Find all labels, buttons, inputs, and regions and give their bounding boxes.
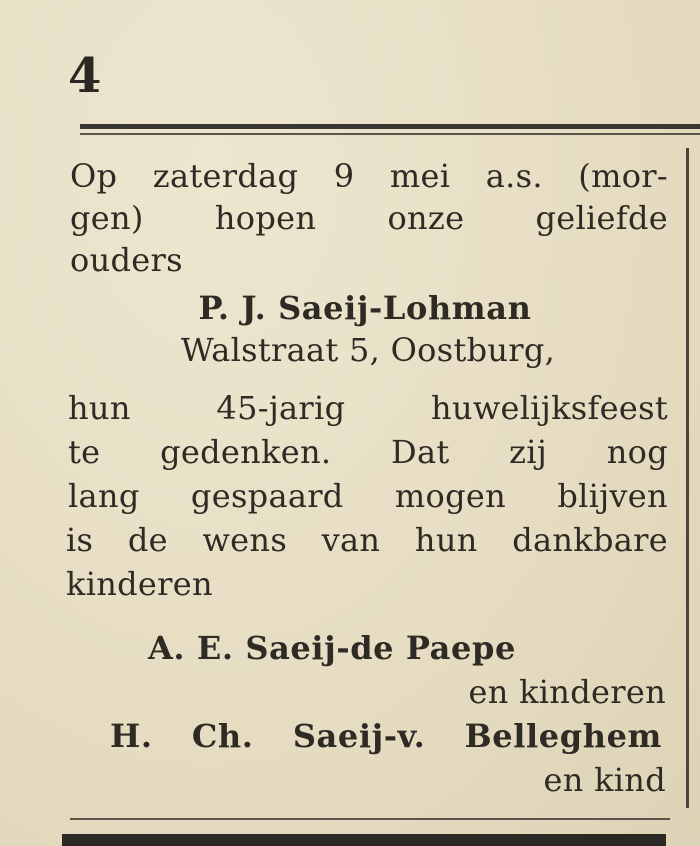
intro-line-3: ouders [70,241,183,279]
word: Ch. [191,717,254,755]
word: mei [389,157,451,195]
word: (mor- [578,157,668,195]
intro-line-2 [70,198,668,238]
signatory-1-name: A. E. Saeij-de Paepe [148,629,516,667]
body-line-1 [68,388,668,428]
word: van [321,521,381,559]
bottom-rule-thin [70,818,670,820]
word: dankbare [512,521,668,559]
bottom-rule-thick [62,834,666,846]
body-line-4 [66,520,668,560]
word: blijven [557,477,668,515]
word: 45-jarig [216,389,346,427]
word: geliefde [535,199,668,237]
word: H. [110,717,153,755]
body-line-5: kinderen [66,565,213,603]
top-rule-thick [80,124,700,129]
word: hun [414,521,478,559]
body-line-3 [68,476,668,516]
word: onze [387,199,465,237]
word: Belleghem [464,717,662,755]
word: hun [68,389,131,427]
top-rule-thin [80,133,700,135]
word: gen) [70,199,144,237]
word: de [127,521,168,559]
right-column-rule [686,148,689,808]
signatory-2-name [110,716,662,756]
couple-address: Walstraat 5, Oostburg, [180,331,556,369]
word: wens [202,521,288,559]
signatory-2-suffix: en kind [543,761,666,799]
word: huwelijksfeest [431,389,668,427]
page-number: 4 [68,48,102,104]
word: is [66,521,94,559]
word: 9 [333,157,355,195]
word: lang [68,477,140,515]
body-line-2 [68,432,668,472]
intro-line-1 [70,156,668,196]
word: gedenken. [160,433,332,471]
word: zij [509,433,548,471]
word: Dat [390,433,450,471]
word: mogen [394,477,507,515]
word: Saeij-v. [292,717,426,755]
word: te [68,433,101,471]
word: hopen [214,199,317,237]
word: zaterdag [152,157,299,195]
word: a.s. [485,157,543,195]
word: Op [70,157,118,195]
couple-name: P. J. Saeij-Lohman [198,289,532,327]
word: nog [606,433,668,471]
word: gespaard [190,477,344,515]
signatory-1-suffix: en kinderen [468,673,666,711]
